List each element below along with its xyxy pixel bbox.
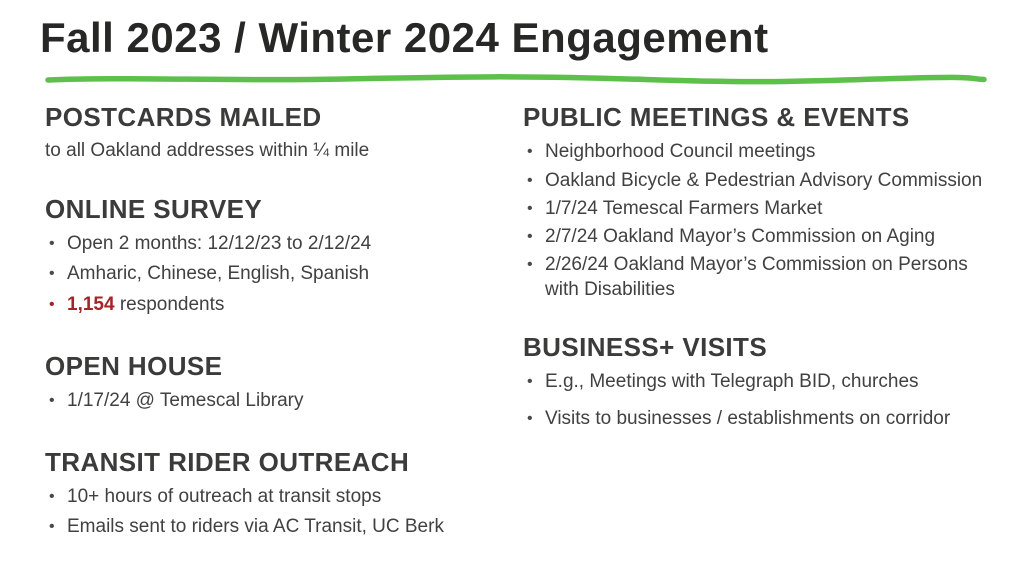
list-item-text: Neighborhood Council meetings (545, 141, 816, 163)
list-item-text: Oakland Bicycle & Pedestrian Advisory Commission (545, 169, 983, 191)
section-heading: TRANSIT RIDER OUTREACH (45, 446, 410, 477)
respondents-label: respondents (114, 293, 225, 315)
bullet-icon: • (527, 410, 533, 428)
list-item (523, 252, 986, 302)
left-column (40, 102, 523, 565)
section-subtext: to all Oakland addresses within ¼ mile (45, 140, 370, 162)
bullet-icon: • (49, 235, 55, 253)
list-item-text: 2/7/24 Oakland Mayor’s Commission on Aging (545, 225, 936, 247)
title-underline (45, 72, 987, 86)
list-item-text: 10+ hours of outreach at transit stops (67, 486, 382, 508)
bullet-icon: • (527, 171, 533, 189)
respondents-count: 1,154 (67, 293, 115, 315)
bullet-list (45, 388, 523, 413)
list-item (45, 388, 523, 413)
bullet-icon: • (49, 295, 55, 313)
section-postcards-mailed (45, 102, 523, 164)
list-item-text (67, 292, 523, 317)
list-item (523, 139, 986, 164)
section-open-house (45, 351, 523, 413)
list-item (45, 231, 523, 256)
bullet-list (45, 484, 523, 539)
list-item (45, 514, 523, 539)
list-item-text: Open 2 months: 12/12/23 to 2/12/24 (67, 233, 372, 255)
bullet-list (523, 139, 986, 301)
section-business-visits (523, 332, 986, 431)
section-heading: POSTCARDS MAILED (45, 102, 322, 133)
bullet-icon: • (49, 518, 55, 536)
green-underline-stroke (45, 72, 987, 86)
bullet-icon: • (49, 391, 55, 409)
right-column (523, 102, 986, 565)
bullet-icon: • (49, 265, 55, 283)
list-item (523, 369, 986, 394)
list-item-text: Amharic, Chinese, English, Spanish (67, 263, 370, 285)
bullet-icon: • (49, 488, 55, 506)
list-item-respondents (45, 292, 523, 317)
list-item-text: Visits to businesses / establishments on corridor (545, 408, 951, 430)
bullet-icon: • (527, 227, 533, 245)
section-heading: PUBLIC MEETINGS & EVENTS (523, 102, 910, 133)
list-item (45, 261, 523, 286)
bullet-icon: • (527, 199, 533, 217)
bullet-icon: • (527, 143, 533, 161)
section-online-survey (45, 194, 523, 316)
list-item (45, 484, 523, 509)
list-item (523, 168, 986, 193)
slide-title: Fall 2023 / Winter 2024 Engagement (40, 14, 769, 61)
list-item (523, 224, 986, 249)
list-item-text: 1/7/24 Temescal Farmers Market (545, 197, 823, 219)
section-public-meetings-events (523, 102, 986, 302)
section-heading: BUSINESS+ VISITS (523, 331, 768, 362)
list-item-text: Emails sent to riders via AC Transit, UC Berk (67, 516, 444, 538)
list-item-text: 1/17/24 @ Temescal Library (67, 389, 304, 411)
list-item-text: 2/26/24 Oakland Mayor’s Commission on Persons with Disabilities (545, 253, 968, 300)
section-heading: ONLINE SURVEY (45, 194, 263, 225)
list-item-text: E.g., Meetings with Telegraph BID, churches (545, 371, 919, 393)
bullet-icon: • (527, 373, 533, 391)
bullet-list (45, 231, 523, 316)
section-heading: OPEN HOUSE (45, 350, 223, 381)
list-item (523, 406, 986, 431)
bullet-list (523, 369, 986, 431)
section-transit-rider-outreach (45, 447, 523, 539)
list-item (523, 196, 986, 221)
content-columns (40, 102, 986, 565)
bullet-icon: • (527, 255, 533, 273)
